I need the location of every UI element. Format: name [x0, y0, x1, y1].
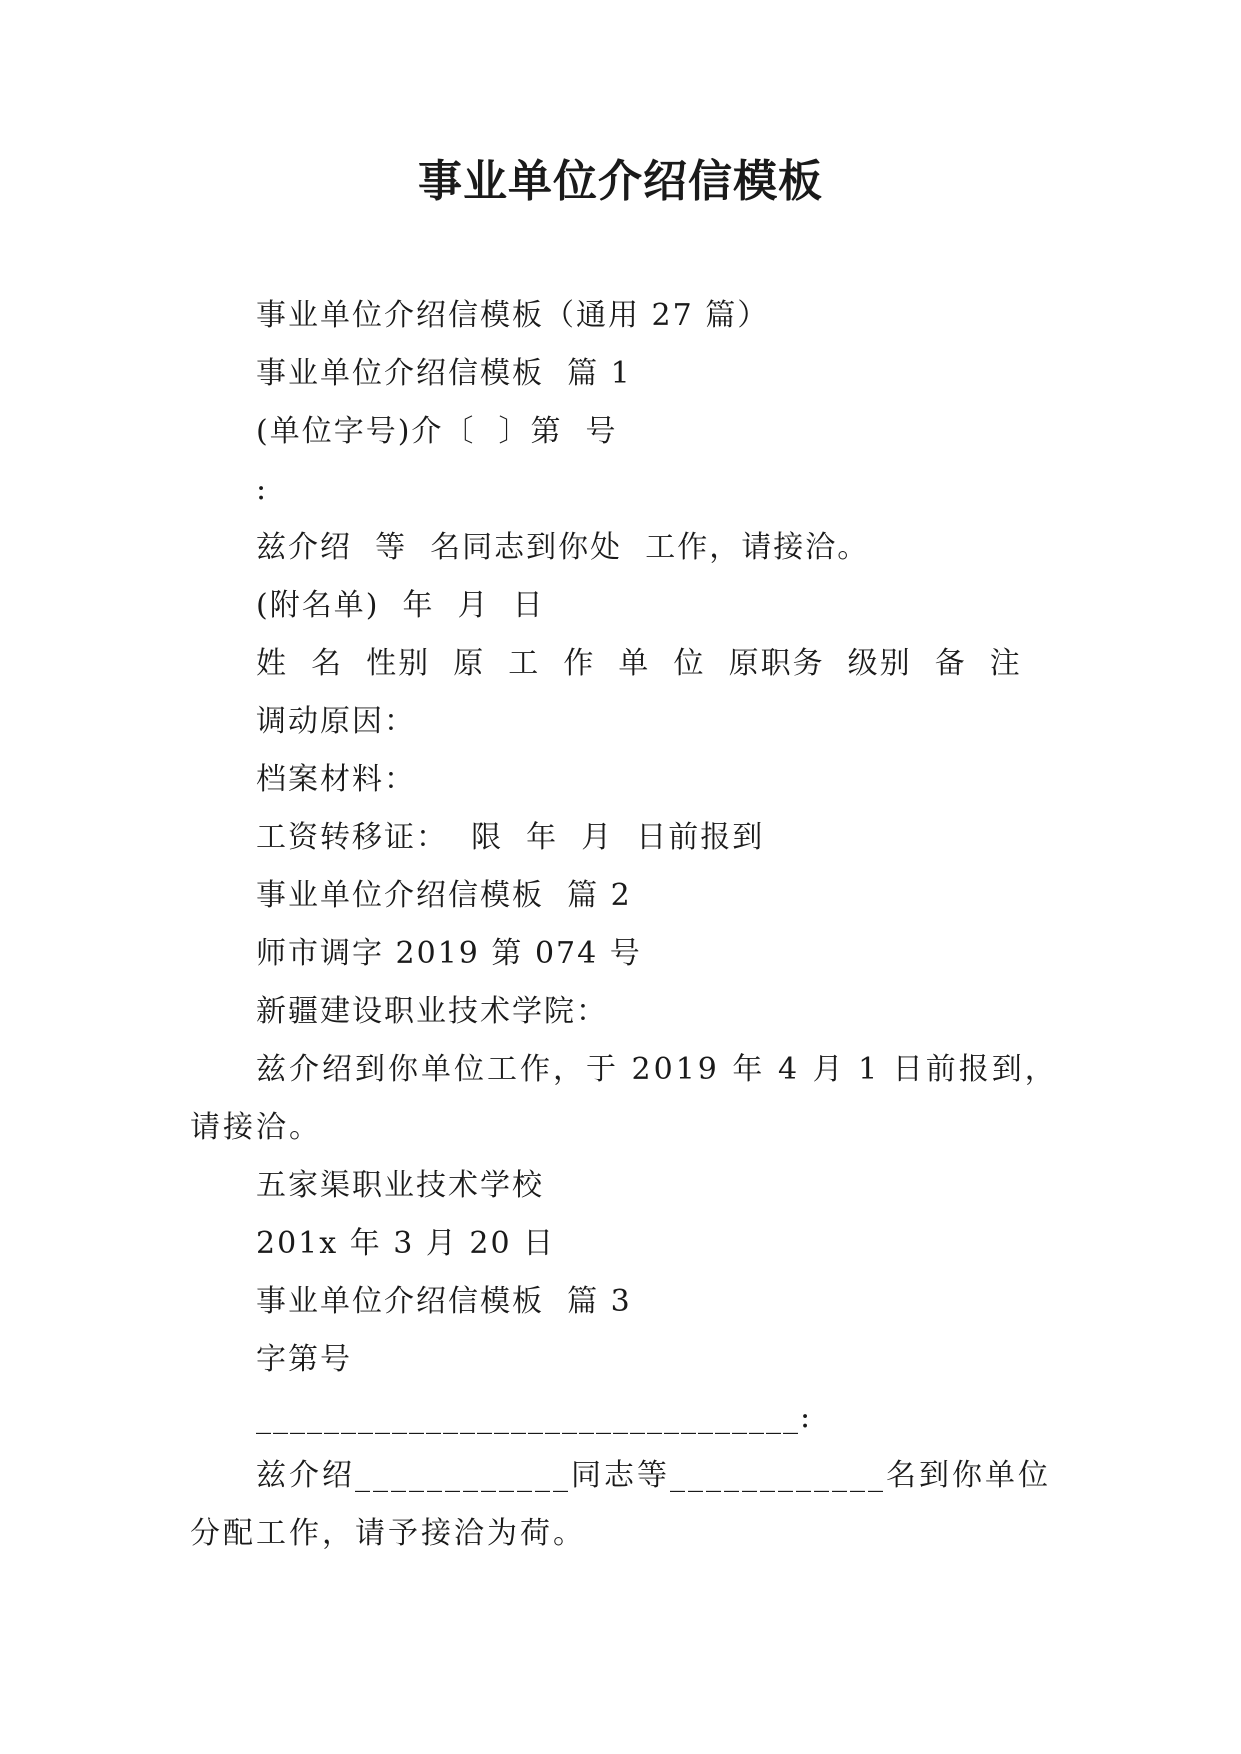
- paragraph: 兹介绍 等 名同志到你处 工作，请接洽。: [256, 530, 870, 565]
- paragraph: :: [256, 472, 269, 507]
- paragraph: 201x 年 3 月 20 日: [256, 1226, 556, 1261]
- section-heading-3: 事业单位介绍信模板 篇 3: [256, 1284, 632, 1319]
- document-title: 事业单位介绍信模板: [418, 156, 823, 207]
- paragraph: 五家渠职业技术学校: [256, 1168, 544, 1203]
- paragraph: 调动原因：: [256, 704, 416, 739]
- document-body: [190, 287, 1070, 1563]
- paragraph: 档案材料：: [256, 762, 416, 797]
- paragraph: 姓 名 性别 原 工 作 单 位 原职务 级别 备 注: [256, 646, 1022, 681]
- section-heading-2: 事业单位介绍信模板 篇 2: [256, 878, 632, 913]
- paragraph: 师市调字 2019 第 074 号: [256, 936, 642, 971]
- paragraph: 工资转移证： 限 年 月 日前报到: [256, 820, 765, 855]
- paragraph: 新疆建设职业技术学院：: [256, 994, 608, 1029]
- paragraph: (单位字号)介〔 〕第 号: [256, 414, 618, 449]
- paragraph: 字第号: [256, 1342, 352, 1377]
- paragraph: 兹介绍到你单位工作，于 2019 年 4 月 1 日前报到，请接洽。: [190, 1052, 1058, 1145]
- paragraph: (附名单) 年 月 日: [256, 588, 545, 623]
- section-heading-1: 事业单位介绍信模板 篇 1: [256, 356, 632, 391]
- paragraph-subtitle: 事业单位介绍信模板（通用 27 篇）: [256, 298, 770, 333]
- paragraph: 兹介绍____________同志等____________名到你单位分配工作，请予接洽为荷。: [190, 1458, 1051, 1551]
- paragraph: ________________________________:: [256, 1400, 813, 1435]
